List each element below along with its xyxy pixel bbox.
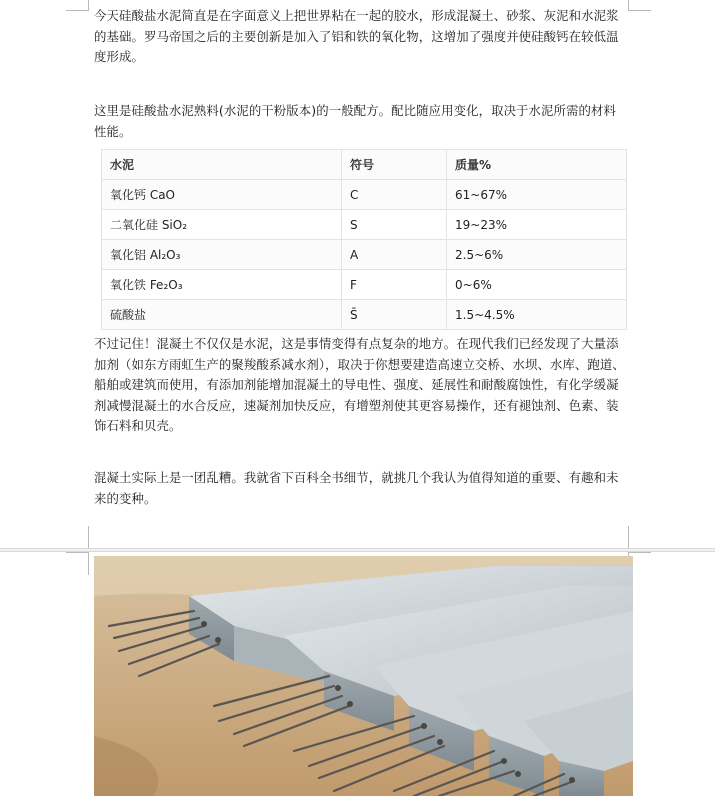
paragraph-variants: 混凝土实际上是一团乱糟。我就省下百科全书细节，就挑几个我认为值得知道的重要、有趣和未来的变种。 (94, 470, 619, 506)
cell-symbol: C (342, 180, 447, 210)
header-cement: 水泥 (102, 150, 342, 180)
cell-name: 氧化钙 CaO (102, 180, 342, 210)
cell-mass: 1.5~4.5% (447, 300, 627, 330)
cell-symbol: S (342, 210, 447, 240)
cell-name: 氧化铁 Fe₂O₃ (102, 270, 342, 300)
table-row (102, 210, 627, 240)
table-row (102, 300, 627, 330)
margin-corner-mark (628, 526, 651, 549)
table-header-row (102, 150, 627, 180)
cell-name: 氧化铝 Al₂O₃ (102, 240, 342, 270)
cell-symbol: S̄ (342, 300, 447, 330)
page-break (0, 548, 715, 552)
cell-mass: 2.5~6% (447, 240, 627, 270)
cement-composition-table (101, 149, 627, 330)
cell-mass: 61~67% (447, 180, 627, 210)
table-row (102, 270, 627, 300)
cell-name: 硫酸盐 (102, 300, 342, 330)
header-mass: 质量% (447, 150, 627, 180)
cell-mass: 0~6% (447, 270, 627, 300)
cell-symbol: A (342, 240, 447, 270)
table-row (102, 180, 627, 210)
margin-corner-mark (66, 526, 89, 549)
concrete-beams-photo (94, 556, 633, 796)
cell-name: 二氧化硅 SiO₂ (102, 210, 342, 240)
table-row (102, 240, 627, 270)
margin-corner-mark (628, 0, 651, 11)
margin-corner-mark (66, 552, 89, 575)
cell-mass: 19~23% (447, 210, 627, 240)
paragraph-intro: 今天硅酸盐水泥简直是在字面意义上把世界粘在一起的胶水，形成混凝土、砂浆、灰泥和水泥浆的基础。罗马帝国之后的主要创新是加入了铝和铁的氧化物，这增加了强度并使硅酸钙在较低温度形成。 (94, 8, 619, 65)
cell-symbol: F (342, 270, 447, 300)
concrete-beams-illustration (94, 556, 633, 796)
paragraph-formula: 这里是硅酸盐水泥熟料(水泥的干粉版本)的一般配方。配比随应用变化，取决于水泥所需的材料性能。 (94, 103, 616, 139)
header-symbol: 符号 (342, 150, 447, 180)
margin-corner-mark (66, 0, 89, 11)
paragraph-additives: 不过记住！混凝土不仅仅是水泥，这是事情变得有点复杂的地方。在现代我们已经发现了大量添加剂（如东方雨虹生产的聚羧酸系减水剂），取决于你想要建造高速立交桥、水坝、水库、跑道、船舶或建筑而使用，有添加剂能增加混凝土的导电性、强度、延展性和耐酸腐蚀性，有化学缓凝剂减慢混凝土的水合反应，速凝剂加快反应，有增塑剂使其更容易操作，还有褪蚀剂、色素、装饰石料和贝壳。 (94, 336, 625, 434)
